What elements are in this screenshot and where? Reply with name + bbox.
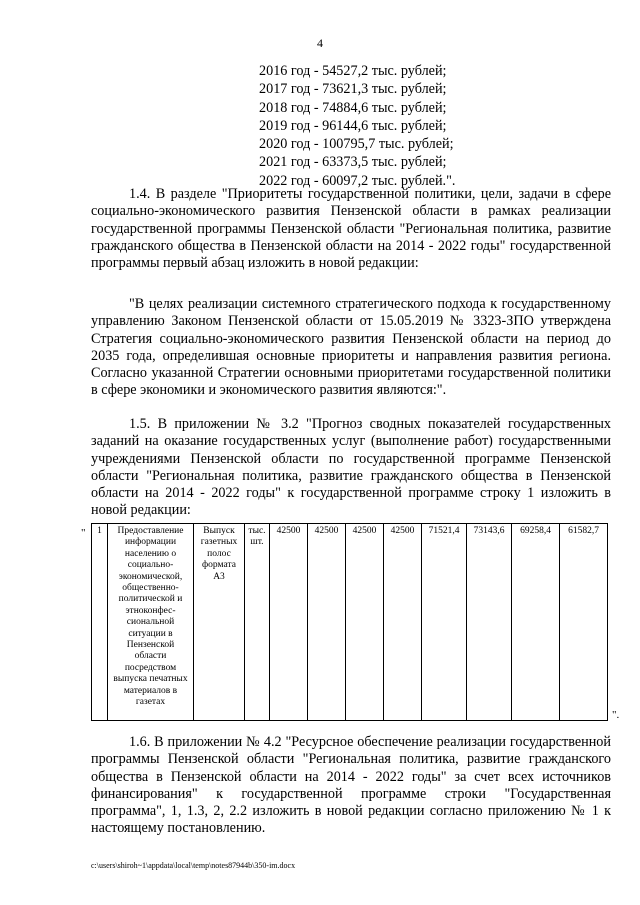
budget-line: 2016 год - 54527,2 тыс. рублей; <box>259 63 447 79</box>
value-cell-2017: 42500 <box>308 524 346 721</box>
paragraph-1-6: 1.6. В приложении № 4.2 "Ресурсное обеспечение реализации государственной программы Пензенской области "Региональная политика, развитие гражданского общества в Пензенской области на 2014 - 2022 годы" за счет всех источников финансирования" к государственной программе строки "Государственная программа", 1, 1.3, 2, 2.2 изложить в новой редакции согласно приложению № 1 к настоящему постановлению. <box>91 734 611 837</box>
budget-line: 2022 год - 60097,2 тыс. рублей.". <box>259 172 456 189</box>
value-cell-last: 61582,7 <box>560 524 608 721</box>
service-name-cell: Предоставление информации населению о социально-экономической, общественно-политической и этноконфес-сиональной ситуации в Пензенской области посредством выпуска печатных материалов в газетах <box>108 524 194 721</box>
table-row <box>92 524 608 721</box>
value-cell-2021: 73143,6 <box>467 524 512 721</box>
page-number: 4 <box>317 36 323 50</box>
budget-line: 2021 год - 63373,5 тыс. рублей; <box>259 154 447 171</box>
budget-by-year-list <box>259 62 455 190</box>
table-close-quote: ". <box>612 709 620 721</box>
value-cell-2020: 71521,4 <box>422 524 467 721</box>
paragraph-1-4: 1.4. В разделе "Приоритеты государственной политики, цели, задачи в сфере социально-экономического развития Пензенской области в рамках реализации государственной программы Пензенской области "Региональная политика, развитие гражданского общества в Пензенской области на 2014 - 2022 годы" государственной программы первый абзац изложить в новой редакции: <box>91 186 611 272</box>
paragraph-quote-strategy: "В целях реализации системного стратегического подхода к государственному управлению Законом Пензенской области от 15.05.2019 № 3323-ЗПО утверждена Стратегия социально-экономического развития Пензенской области на период до 2035 года, определившая основные приоритеты и направления развития региона. Согласно указанной Стратегии основными приоритетами государственной политики в сфере экономики и экономического развития являются:". <box>91 296 611 399</box>
value-cell-2019: 42500 <box>384 524 422 721</box>
row-number-cell: 1 <box>92 524 108 721</box>
value-cell-2016: 42500 <box>270 524 308 721</box>
file-path-footer: c:\users\shiroh~1\appdata\local\temp\notes87944b\350-im.docx <box>91 861 296 870</box>
indicator-cell: Выпуск газетных полос формата А3 <box>194 524 245 721</box>
budget-line: 2020 год - 100795,7 тыс. рублей; <box>259 136 454 153</box>
value-cell-2022: 69258,4 <box>512 524 560 721</box>
replacement-row-table <box>91 523 608 721</box>
budget-line: 2017 год - 73621,3 тыс. рублей; <box>259 81 447 98</box>
table-open-quote: " <box>81 527 86 539</box>
paragraph-1-5: 1.5. В приложении № 3.2 "Прогноз сводных показателей государственных заданий на оказание государственных услуг (выполнение работ) государственными учреждениями Пензенской области по государственной программе Пензенской области "Региональная политика, развитие гражданского общества в Пензенской области на 2014 - 2022 годы" к государственной программе строку 1 изложить в новой редакции: <box>91 416 611 519</box>
budget-line: 2018 год - 74884,6 тыс. рублей; <box>259 99 447 116</box>
unit-cell: тыс. шт. <box>245 524 270 721</box>
value-cell-2018: 42500 <box>346 524 384 721</box>
budget-line: 2019 год - 96144,6 тыс. рублей; <box>259 117 447 134</box>
